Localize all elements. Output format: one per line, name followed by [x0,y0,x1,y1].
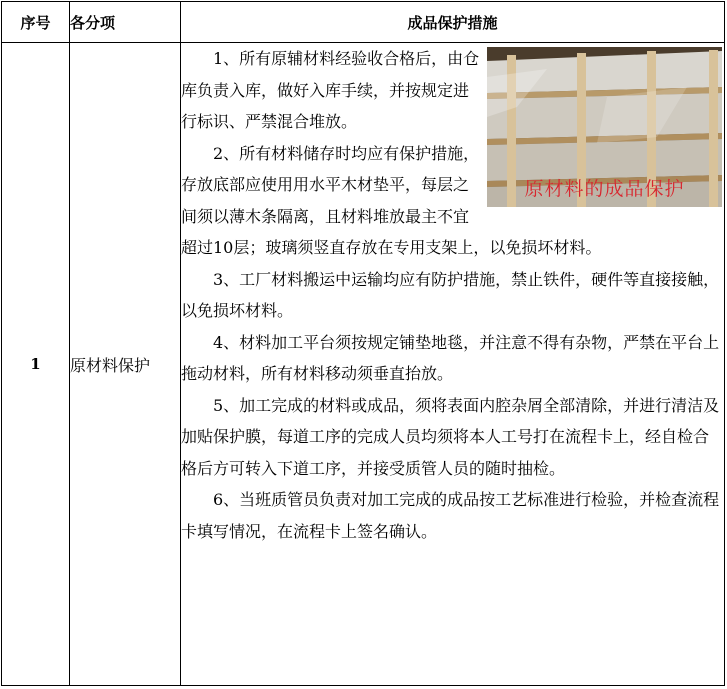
header-row [2,2,725,43]
image-caption: 原材料的成品保护 [524,178,685,200]
header-item: 各分项 [70,2,181,43]
protection-table [1,1,725,686]
header-measures: 成品保护措施 [181,2,725,43]
measure-paragraph-2: 2、所有材料储存时均应有保护措施，存放底部应使用用水平木材垫平，每层之间须以薄木条隔离，且材料堆放最主不宜超过10层；玻璃须竖直存放在专用支架上，以免损坏材料。 [181,143,602,257]
row-item: 原材料保护 [70,43,181,686]
table-row [2,43,725,686]
measure-paragraph-4: 4、材料加工平台须按规定铺垫地毯，并注意不得有杂物，严禁在平台上拖动材料，所有材料移动须垂直抬放。 [181,332,720,383]
material-photo [487,47,722,207]
header-seq: 序号 [2,2,70,43]
measure-paragraph-6: 6、当班质管员负责对加工完成的成品按工艺标准进行检验，并检查流程卡填写情况，在流程卡上签名确认。 [181,490,720,541]
measure-paragraph-1: 1、所有原辅材料经验收合格后，由仓库负责入库，做好入库手续，并按规定进行标识、严禁混合堆放。 [181,49,480,131]
row-seq: 1 [2,43,70,686]
measure-paragraph-5: 5、加工完成的材料或成品，须将表面内腔杂屑全部清除，并进行清洁及加贴保护膜，每道工序的完成人员均须将本人工号打在流程卡上，经自检合格后方可转入下道工序，并接受质管人员的随时抽检。 [181,395,720,478]
row-measures [181,43,725,686]
measure-paragraph-3: 3、工厂材料搬运中运输均应有防护措施，禁止铁件，硬件等直接接触，以免损坏材料。 [181,269,720,320]
